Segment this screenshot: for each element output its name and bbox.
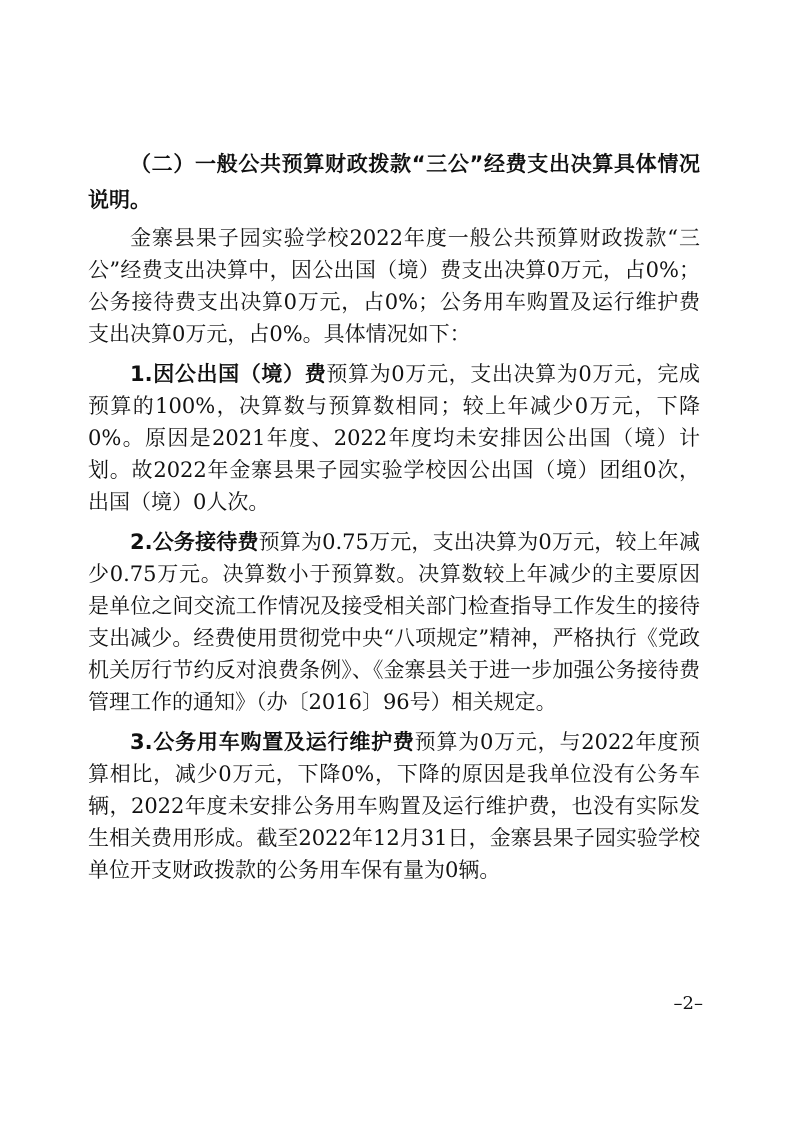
item-lead-reception: 2.公务接待费 bbox=[130, 530, 259, 554]
item-paragraph-reception bbox=[88, 526, 700, 718]
item-text-overseas: 预算为0万元，支出决算为0万元，完成预算的100%，决算数与预算数相同；较上年减少0万元，下降0%。原因是2021年度、2022年度均未安排因公出国（境）计划。故2022年金寨县果子园实验学校因公出国（境）团组0次，出国（境）0人次。 bbox=[88, 362, 700, 514]
item-lead-overseas: 1.因公出国（境）费 bbox=[130, 362, 327, 386]
item-text-vehicle: 预算为0万元，与2022年度预算相比，减少0万元，下降0%，下降的原因是我单位没有公务车辆，2022年度未安排公务用车购置及运行维护费，也没有实际发生相关费用形成。截至2022年12月31日，金寨县果子园实验学校单位开支财政拨款的公务用车保有量为0辆。 bbox=[88, 730, 700, 882]
item-lead-vehicle: 3.公务用车购置及运行维护费 bbox=[130, 730, 415, 754]
page-number: –2– bbox=[673, 993, 703, 1014]
document-body bbox=[88, 146, 700, 886]
intro-paragraph: 金寨县果子园实验学校2022年度一般公共预算财政拨款“三公”经费支出决算中，因公出国（境）费支出决算0万元，占0%；公务接待费支出决算0万元，占0%；公务用车购置及运行维护费支出决算0万元，占0%。具体情况如下： bbox=[88, 226, 700, 346]
item-paragraph-vehicle bbox=[88, 726, 700, 886]
item-text-reception: 预算为0.75万元，支出决算为0万元，较上年减少0.75万元。决算数小于预算数。决算数较上年减少的主要原因是单位之间交流工作情况及接受相关部门检查指导工作发生的接待支出减少。经费使用贯彻党中央“八项规定”精神，严格执行《党政机关厉行节约反对浪费条例》、《金寨县关于进一步加强公务接待费管理工作的通知》（办〔2016〕96号）相关规定。 bbox=[88, 530, 700, 714]
item-paragraph-overseas bbox=[88, 358, 700, 518]
section-heading: （二）一般公共预算财政拨款“三公”经费支出决算具体情况说明。 bbox=[88, 152, 700, 212]
